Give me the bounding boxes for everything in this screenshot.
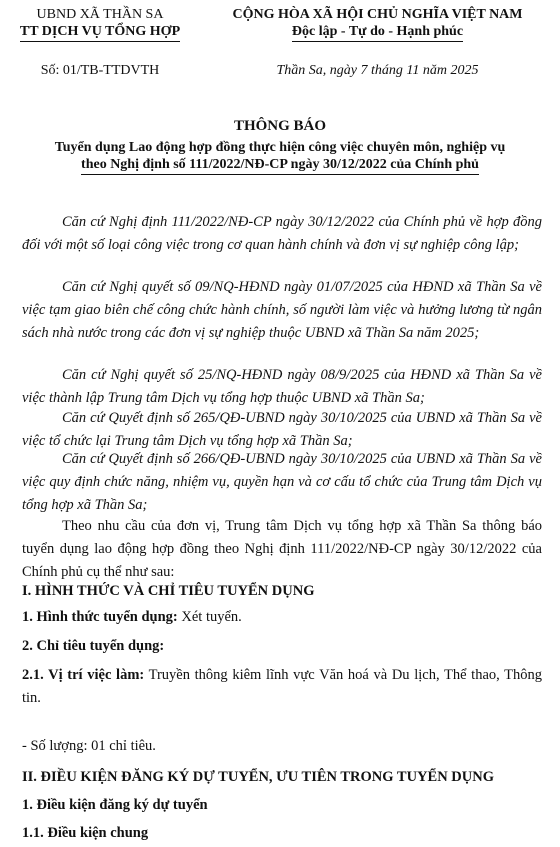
job-position-value: Truyền thông kiêm lĩnh vực Văn hoá và Du lịch, Thể thao, Thông tin. <box>22 667 543 706</box>
agency-line2 <box>0 23 200 42</box>
doc-subtitle-line1: Tuyển dụng Lao động hợp đồng thực hiện công việc chuyên môn, nghiệp vụ <box>54 140 506 155</box>
intro-paragraph: Theo nhu cầu của đơn vị, Trung tâm Dịch vụ tổng hợp xã Thần Sa thông báo tuyển dụng lao động hợp đồng theo Nghị định 111/2022/NĐ-CP ngày 30/12/2022 của Chính phủ cụ thể như sau: <box>22 518 542 580</box>
doc-subtitle-line2 <box>0 156 560 175</box>
section2-heading: II. ĐIỀU KIỆN ĐĂNG KÝ DỰ TUYỂN, ƯU TIÊN TRONG TUYỂN DỤNG <box>22 769 494 785</box>
preamble-item: Căn cứ Nghị quyết số 25/NQ-HĐND ngày 08/9/2025 của HĐND xã Thần Sa về việc thành lập Trung tâm Dịch vụ tổng hợp thuộc UBND xã Thần Sa; <box>22 367 542 406</box>
preamble-item: Căn cứ Quyết định số 266/QĐ-UBND ngày 30/10/2025 của UBND xã Thần Sa về việc quy định chức năng, nhiệm vụ, quyền hạn và cơ cấu tổ chức của Trung tâm Dịch vụ tổng hợp xã Thần Sa; <box>22 451 542 513</box>
recruitment-form-value: Xét tuyển. <box>177 609 242 625</box>
place-date: Thần Sa, ngày 7 tháng 11 năm 2025 <box>276 63 479 78</box>
nation-line1: CỘNG HÒA XÃ HỘI CHỦ NGHĨA VIỆT NAM <box>232 7 523 22</box>
doc-subtitle-line2-text: theo Nghị định số 111/2022/NĐ-CP ngày 30/12/2022 của Chính phủ <box>81 156 479 175</box>
quota-heading: 2. Chỉ tiêu tuyển dụng: <box>22 638 165 654</box>
agency-line1: UBND XÃ THẦN SA <box>36 7 164 22</box>
doc-subtitle <box>0 139 560 175</box>
preamble-item: Căn cứ Quyết định số 265/QĐ-UBND ngày 30/10/2025 của UBND xã Thần Sa về việc tổ chức lại Trung tâm Dịch vụ tổng hợp xã Thần Sa; <box>22 410 542 449</box>
doc-number: Số: 01/TB-TTDVTH <box>40 63 160 78</box>
recruitment-form <box>22 606 242 629</box>
section2-sub1-1: 1.1. Điều kiện chung <box>22 825 149 841</box>
nation-line2-text: Độc lập - Tự do - Hạnh phúc <box>292 23 463 42</box>
job-position-label: 2.1. Vị trí việc làm: <box>22 667 145 683</box>
agency-line2-text: TT DỊCH VỤ TỔNG HỢP <box>20 23 180 42</box>
nation-line2 <box>195 23 560 42</box>
recruitment-form-label: 1. Hình thức tuyển dụng: <box>22 609 178 625</box>
quota-quantity: - Số lượng: 01 chỉ tiêu. <box>22 738 156 754</box>
section2-sub1: 1. Điều kiện đăng ký dự tuyển <box>22 797 208 813</box>
agency-block <box>0 6 200 42</box>
preamble-item: Căn cứ Nghị định 111/2022/NĐ-CP ngày 30/12/2022 của Chính phủ về hợp đồng đối với một số loại công việc trong cơ quan hành chính và đơn vị sự nghiệp công lập; <box>22 214 542 253</box>
section1-heading: I. HÌNH THỨC VÀ CHỈ TIÊU TUYỂN DỤNG <box>22 583 315 599</box>
job-position <box>22 664 542 710</box>
nation-block <box>195 6 560 42</box>
preamble-item: Căn cứ Nghị quyết số 09/NQ-HĐND ngày 01/07/2025 của HĐND xã Thần Sa về việc tạm giao biên chế công chức hành chính, số người làm việc và hưởng lương từ ngân sách nhà nước trong các đơn vị sự nghiệp thuộc UBND xã Thần Sa năm 2025; <box>22 279 542 341</box>
doc-title: THÔNG BÁO <box>233 118 327 134</box>
